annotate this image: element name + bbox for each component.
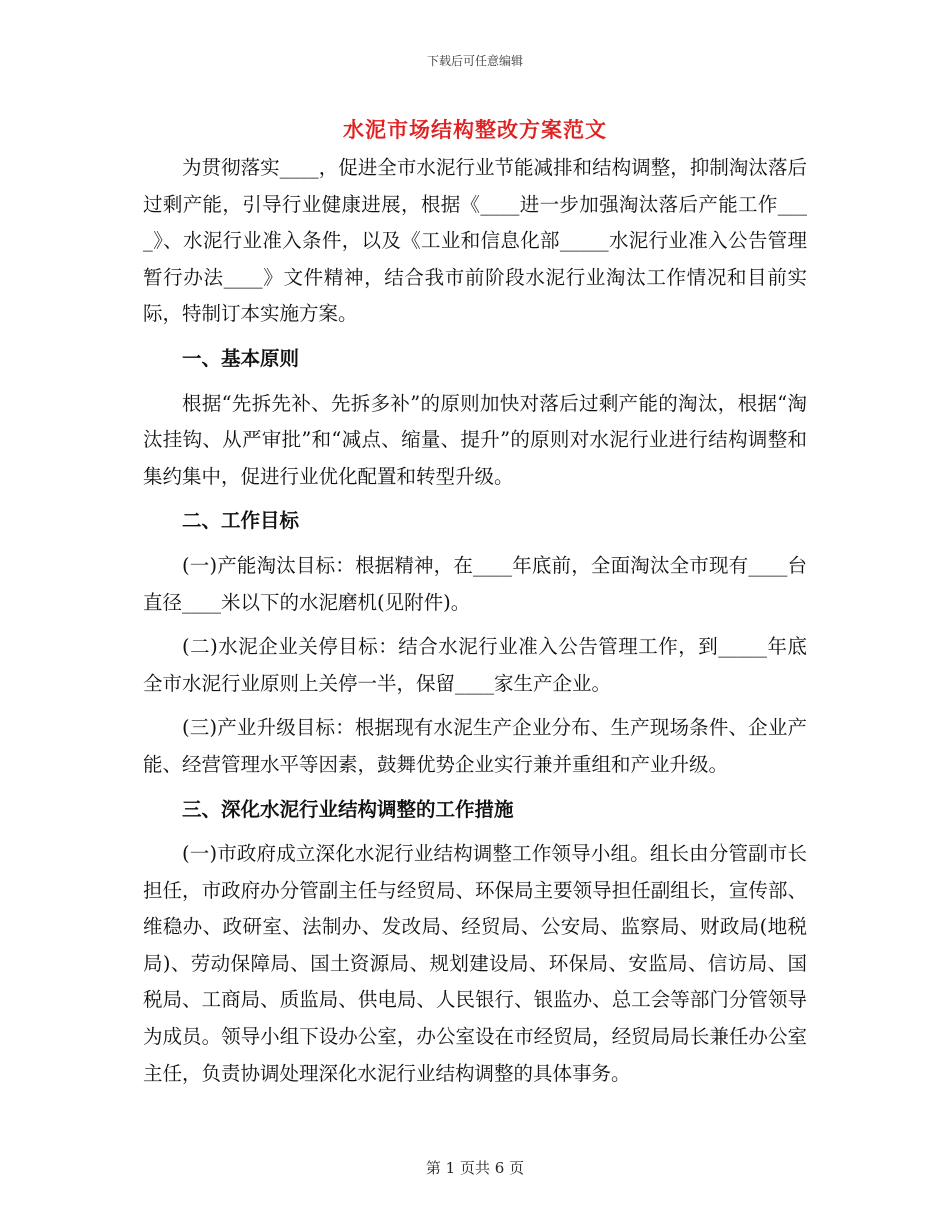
intro-paragraph: 为贯彻落实____，促进全市水泥行业节能减排和结构调整，抑制淘汰落后过剩产能，引导行业健康进展，根据《____进一步加强淘汰落后产能工作____》、水泥行业准入条件，以及《工业和信息化部_____水泥行业准入公告管理暂行办法____》文件精神，结合我市前阶段水泥行业淘汰工作情况和目前实际，特制订本实施方案。	[143, 156, 807, 326]
page-header-note: 下载后可任意编辑	[426, 54, 523, 68]
basic-principles-paragraph: 根据“先拆先补、先拆多补”的原则加快对落后过剩产能的淘汰，根据“淘汰挂钩、从严审批”和“减点、缩量、提升”的原则对水泥行业进行结构调整和集约集中，促进行业优化配置和转型升级。	[143, 391, 807, 488]
section-heading-measures: 三、深化水泥行业结构调整的工作措施	[182, 797, 514, 821]
goal-closure-paragraph: (二)水泥企业关停目标：结合水泥行业准入公告管理工作，到_____年底全市水泥行业原则上关停一半，保留____家生产企业。	[143, 635, 807, 695]
document-body	[143, 150, 807, 1092]
measures-paragraph: (一)市政府成立深化水泥行业结构调整工作领导小组。组长由分管副市长担任，市政府办分管副主任与经贸局、环保局主要领导担任副组长，宣传部、维稳办、政研室、法制办、发改局、经贸局、公安局、监察局、财政局(地税局)、劳动保障局、国土资源局、规划建设局、环保局、安监局、信访局、国税局、工商局、质监局、供电局、人民银行、银监办、总工会等部门分管领导为成员。领导小组下设办公室，办公室设在市经贸局，经贸局局长兼任办公室主任，负责协调处理深化水泥行业结构调整的具体事务。	[143, 842, 807, 1085]
goal-capacity-paragraph: (一)产能淘汰目标：根据精神，在____年底前，全面淘汰全市现有____台直径____米以下的水泥磨机(见附件)。	[143, 553, 807, 614]
section-heading-basic-principles: 一、基本原则	[182, 346, 300, 370]
document-title: 水泥市场结构整改方案范文	[343, 117, 607, 142]
page-footer-number: 第 1 页共 6 页	[425, 1159, 525, 1177]
section-heading-work-goals: 二、工作目标	[182, 509, 300, 533]
goal-upgrade-paragraph: (三)产业升级目标：根据现有水泥生产企业分布、生产现场条件、企业产能、经营管理水平等因素，鼓舞优势企业实行兼并重组和产业升级。	[143, 716, 807, 776]
